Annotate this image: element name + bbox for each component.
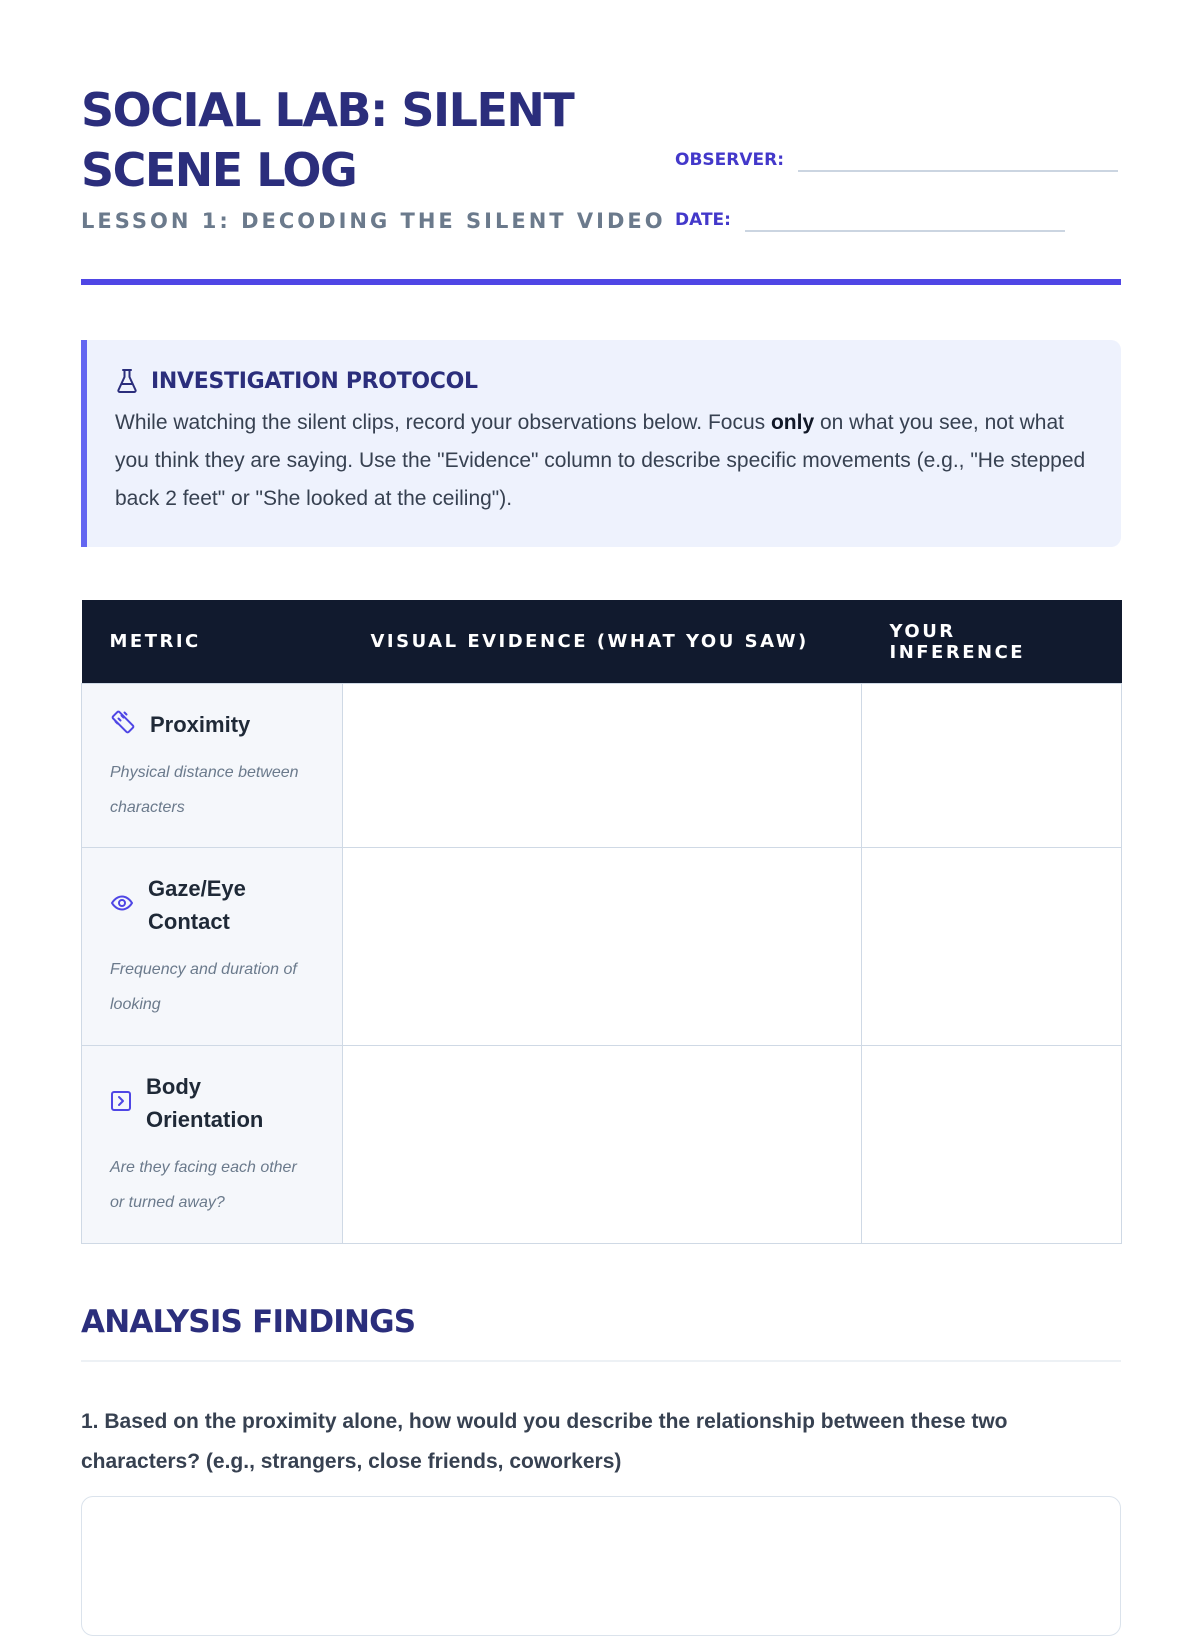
observer-input-line[interactable] [798,170,1118,172]
question-1: 1. Based on the proximity alone, how would you describe the relationship between these two characters? (e.g., strangers, close friends, coworkers) [81,1410,1008,1473]
metric-description: Physical distance between characters [110,764,299,816]
metric-name: Gaze/Eye Contact [148,876,246,934]
observer-label: OBSERVER: [675,150,785,170]
observation-table [81,600,1122,1244]
metric-cell-orientation [82,1046,343,1244]
table-row [82,684,1122,848]
inference-cell-proximity[interactable] [862,684,1122,848]
metric-description: Frequency and duration of looking [110,961,297,1013]
table-row [82,1046,1122,1244]
header-divider [81,279,1121,285]
metric-description: Are they facing each other or turned away? [110,1159,297,1211]
analysis-divider [81,1360,1121,1362]
date-input-line[interactable] [745,230,1065,232]
protocol-header [115,366,1093,396]
column-header-inference: YOUR INFERENCE [862,600,1122,684]
date-label: DATE: [675,210,731,230]
table-header-row [82,600,1122,684]
metric-cell-proximity [82,684,343,848]
ruler-icon [110,709,136,740]
evidence-cell-proximity[interactable] [343,684,862,848]
column-header-metric: METRIC [82,600,343,684]
metric-name: Proximity [150,712,251,737]
protocol-callout [81,340,1121,547]
evidence-cell-orientation[interactable] [343,1046,862,1244]
eye-icon [110,893,134,918]
worksheet-page [81,0,1121,1473]
inference-cell-gaze[interactable] [862,848,1122,1046]
metric-cell-gaze [82,848,343,1046]
table-row [82,848,1122,1046]
column-header-evidence: VISUAL EVIDENCE (WHAT YOU SAW) [343,600,862,684]
date-field[interactable] [675,210,1065,230]
flask-icon [115,368,139,394]
lesson-subtitle: LESSON 1: DECODING THE SILENT VIDEO [81,209,666,233]
page-title: SOCIAL LAB: SILENT SCENE LOG [81,83,574,197]
protocol-text-after: on what you see, not what you think they are saying. Use the "Evidence" column to describe specific movements (e.g., "He stepped back 2 feet" or "She looked at the ceiling"). [115,411,1086,510]
analysis-title: ANALYSIS FINDINGS [81,1304,416,1340]
observer-field[interactable] [675,150,1118,170]
metric-name: Body Orientation [146,1074,264,1132]
evidence-cell-gaze[interactable] [343,848,862,1046]
protocol-title: INVESTIGATION PROTOCOL [151,368,478,394]
arrow-square-icon [110,1090,132,1117]
protocol-text-emphasis: only [770,411,815,434]
inference-cell-orientation[interactable] [862,1046,1122,1244]
protocol-instructions [115,404,1093,518]
worksheet-header [81,0,1121,290]
answer-box-1[interactable] [81,1496,1121,1636]
protocol-text-before: While watching the silent clips, record your observations below. Focus [115,411,771,434]
